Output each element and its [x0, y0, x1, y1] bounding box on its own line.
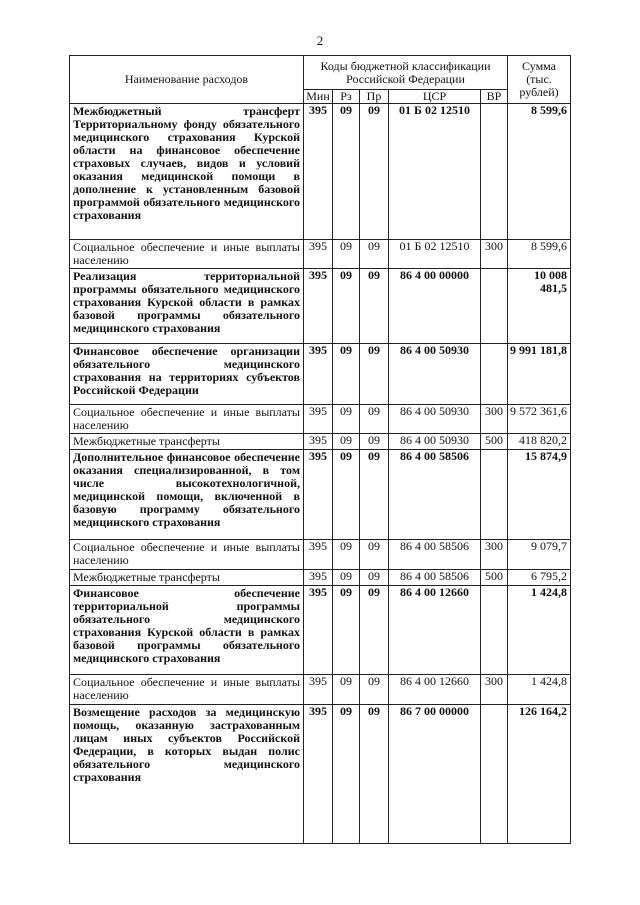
row-name: Социальное обеспечение и иные выплаты населению	[70, 405, 304, 434]
table-row	[70, 540, 571, 570]
row-csr: 01 Б 02 12510	[389, 104, 481, 240]
header-csr: ЦСР	[389, 90, 481, 104]
row-pr: 09	[360, 570, 389, 586]
row-pr: 09	[360, 405, 389, 434]
page-number: 2	[316, 33, 324, 48]
row-min: 395	[304, 570, 333, 586]
row-name: Финансовое обеспечение территориальной программы обязательного медицинского страхования Курской области в рамках базовой программы обязательного медицинского страхования	[70, 586, 304, 675]
row-vr: 300	[481, 675, 508, 705]
row-rz: 09	[333, 586, 360, 675]
table-row	[70, 586, 571, 675]
row-min: 395	[304, 269, 333, 344]
row-name: Финансовое обеспечение организации обязательного медицинского страхования на территориях субъектов Российской Федерации	[70, 344, 304, 405]
row-rz: 09	[333, 434, 360, 450]
table-row	[70, 405, 571, 434]
row-vr	[481, 104, 508, 240]
row-pr: 09	[360, 240, 389, 269]
row-rz: 09	[333, 240, 360, 269]
row-vr: 300	[481, 540, 508, 570]
row-name: Межбюджетные трансферты	[70, 434, 304, 450]
row-csr: 01 Б 02 12510	[389, 240, 481, 269]
row-sum: 9 572 361,6	[508, 405, 571, 434]
row-csr: 86 7 00 00000	[389, 705, 481, 844]
header-name: Наименование расходов	[70, 56, 304, 104]
row-vr	[481, 269, 508, 344]
table-header	[70, 56, 571, 104]
row-name: Возмещение расходов за медицинскую помощь, оказанную застрахованным лицам иных субъектов Российской Федерации, в которых выдан полис обязательного медицинского страхования	[70, 705, 304, 844]
row-rz: 09	[333, 269, 360, 344]
row-sum: 8 599,6	[508, 240, 571, 269]
row-min: 395	[304, 450, 333, 540]
row-vr	[481, 344, 508, 405]
row-min: 395	[304, 705, 333, 844]
row-sum: 10 008 481,5	[508, 269, 571, 344]
row-vr: 500	[481, 570, 508, 586]
table-row	[70, 344, 571, 405]
table-row	[70, 705, 571, 844]
row-rz: 09	[333, 450, 360, 540]
table-row	[70, 104, 571, 240]
row-min: 395	[304, 240, 333, 269]
row-rz: 09	[333, 104, 360, 240]
row-vr: 300	[481, 240, 508, 269]
row-csr: 86 4 00 00000	[389, 269, 481, 344]
row-rz: 09	[333, 570, 360, 586]
header-min: Мин	[304, 90, 333, 104]
header-rz: Рз	[333, 90, 360, 104]
row-min: 395	[304, 540, 333, 570]
budget-table	[69, 55, 571, 844]
row-min: 395	[304, 434, 333, 450]
row-vr: 500	[481, 434, 508, 450]
table-row	[70, 269, 571, 344]
row-vr	[481, 705, 508, 844]
row-sum: 6 795,2	[508, 570, 571, 586]
row-pr: 09	[360, 269, 389, 344]
row-csr: 86 4 00 50930	[389, 434, 481, 450]
row-csr: 86 4 00 58506	[389, 570, 481, 586]
row-pr: 09	[360, 705, 389, 844]
row-pr: 09	[360, 586, 389, 675]
row-name: Реализация территориальной программы обязательного медицинского страхования Курской области в рамках базовой программы обязательного медицинского страхования	[70, 269, 304, 344]
row-sum: 9 079,7	[508, 540, 571, 570]
row-min: 395	[304, 675, 333, 705]
row-min: 395	[304, 344, 333, 405]
row-pr: 09	[360, 344, 389, 405]
table-row	[70, 240, 571, 269]
header-sum: Сумма (тыс. рублей)	[508, 56, 571, 104]
row-name: Социальное обеспечение и иные выплаты населению	[70, 675, 304, 705]
row-min: 395	[304, 586, 333, 675]
row-vr	[481, 450, 508, 540]
row-rz: 09	[333, 705, 360, 844]
table-row	[70, 570, 571, 586]
row-csr: 86 4 00 58506	[389, 450, 481, 540]
row-min: 395	[304, 405, 333, 434]
header-pr: Пр	[360, 90, 389, 104]
row-name: Межбюджетные трансферты	[70, 570, 304, 586]
table-row	[70, 675, 571, 705]
row-name: Социальное обеспечение и иные выплаты населению	[70, 240, 304, 269]
row-csr: 86 4 00 50930	[389, 344, 481, 405]
row-pr: 09	[360, 540, 389, 570]
row-sum: 1 424,8	[508, 586, 571, 675]
row-pr: 09	[360, 104, 389, 240]
row-csr: 86 4 00 58506	[389, 540, 481, 570]
row-name: Дополнительное финансовое обеспечение оказания специализированной, в том числе высокотехнологичной, медицинской помощи, включенной в базовую программу обязательного медицинского страхования	[70, 450, 304, 540]
row-rz: 09	[333, 540, 360, 570]
row-sum: 126 164,2	[508, 705, 571, 844]
row-sum: 9 991 181,8	[508, 344, 571, 405]
row-vr: 300	[481, 405, 508, 434]
row-sum: 8 599,6	[508, 104, 571, 240]
row-sum: 15 874,9	[508, 450, 571, 540]
row-min: 395	[304, 104, 333, 240]
row-csr: 86 4 00 50930	[389, 405, 481, 434]
row-pr: 09	[360, 450, 389, 540]
row-pr: 09	[360, 434, 389, 450]
row-pr: 09	[360, 675, 389, 705]
row-csr: 86 4 00 12660	[389, 675, 481, 705]
row-rz: 09	[333, 675, 360, 705]
row-rz: 09	[333, 405, 360, 434]
row-sum: 1 424,8	[508, 675, 571, 705]
table-body	[70, 104, 571, 844]
row-vr	[481, 586, 508, 675]
row-sum: 418 820,2	[508, 434, 571, 450]
header-codes: Коды бюджетной классификации Российской Федерации	[304, 56, 508, 90]
table-row	[70, 434, 571, 450]
row-name: Социальное обеспечение и иные выплаты населению	[70, 540, 304, 570]
row-name: Межбюджетный трансферт Территориальному фонду обязательного медицинского страхования Курской области на финансовое обеспечение страховых случаев, видов и условий оказания медицинской помощи в дополнение к установленным базовой программой обязательного медицинского страхования	[70, 104, 304, 240]
table-row	[70, 450, 571, 540]
row-csr: 86 4 00 12660	[389, 586, 481, 675]
header-vr: ВР	[481, 90, 508, 104]
row-rz: 09	[333, 344, 360, 405]
